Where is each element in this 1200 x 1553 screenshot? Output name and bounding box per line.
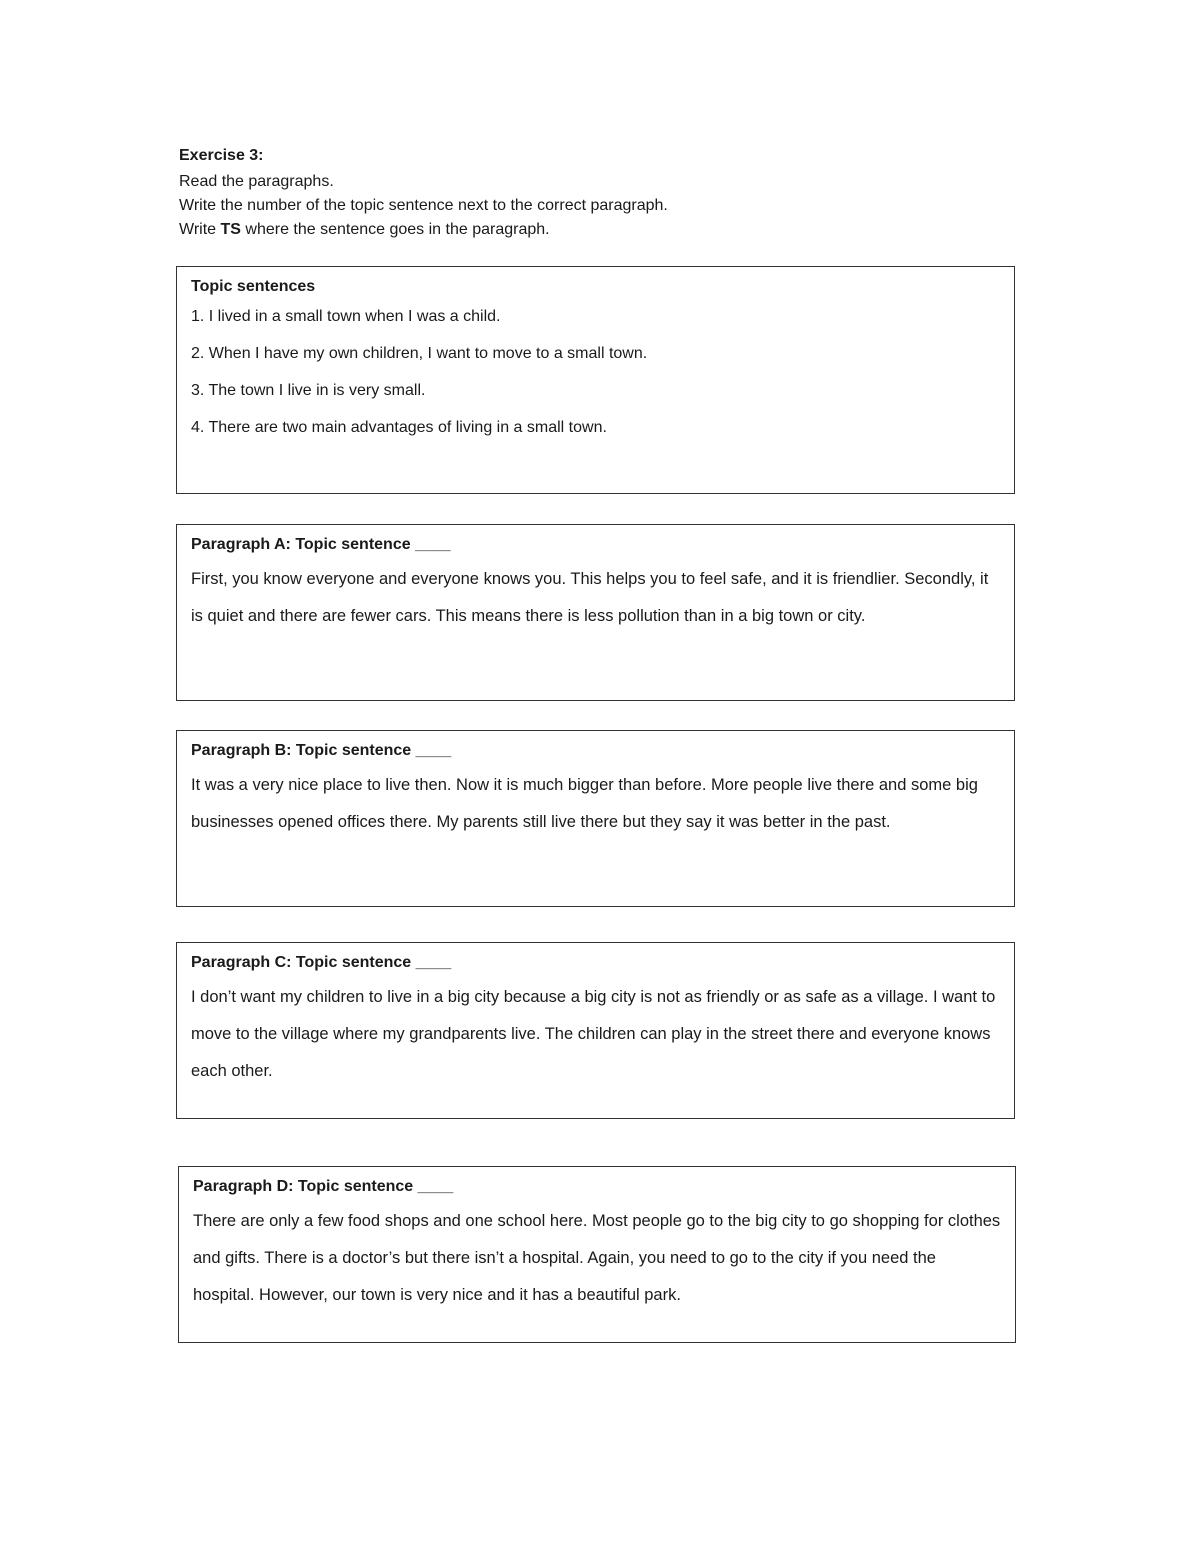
paragraph-a-text: First, you know everyone and everyone knows you. This helps you to feel safe, and it is friendlier. Secondly, it is quiet and there are fewer cars. This means there is less pollution than in a big town or city. <box>191 570 989 625</box>
topic-sentences-box <box>176 266 1015 494</box>
paragraph-c-title: Paragraph C: Topic sentence ____ <box>191 954 452 971</box>
topic-sentence-4: 4. There are two main advantages of living in a small town. <box>191 419 607 436</box>
paragraph-b-text: It was a very nice place to live then. Now it is much bigger than before. More people live there and some big businesses opened offices there. My parents still live there but they say it was better in the past. <box>191 776 978 831</box>
instruction-ts-bold: TS <box>220 221 241 238</box>
topic-sentence-3: 3. The town I live in is very small. <box>191 382 426 399</box>
paragraph-d-box <box>178 1166 1016 1343</box>
instruction-write-ts <box>179 218 1019 242</box>
instruction-read: Read the paragraphs. <box>179 173 334 190</box>
paragraph-a-title: Paragraph A: Topic sentence ____ <box>191 536 451 553</box>
paragraph-b-box <box>176 730 1015 907</box>
paragraph-c-text: I don’t want my children to live in a big city because a big city is not as friendly or as safe as a village. I want to move to the village where my grandparents live. The children can play in the street there and everyone knows each other. <box>191 988 996 1080</box>
topic-sentences-title: Topic sentences <box>191 278 316 295</box>
exercise-title: Exercise 3: <box>179 147 264 164</box>
instruction-ts-prefix: Write <box>179 221 221 238</box>
paragraph-d-text: There are only a few food shops and one school here. Most people go to the big city to go shopping for clothes and gifts. There is a doctor’s but there isn’t a hospital. Again, you need to go to the city if you need the hospital. However, our town is very nice and it has a beautiful park. <box>193 1212 1001 1304</box>
exercise-header <box>179 146 1019 242</box>
paragraph-a-box <box>176 524 1015 701</box>
instruction-ts-suffix: where the sentence goes in the paragraph. <box>240 221 550 238</box>
paragraph-b-title: Paragraph B: Topic sentence ____ <box>191 742 452 759</box>
topic-sentence-2: 2. When I have my own children, I want to move to a small town. <box>191 345 648 362</box>
paragraph-d-title: Paragraph D: Topic sentence ____ <box>193 1178 454 1195</box>
instruction-write-number: Write the number of the topic sentence next to the correct paragraph. <box>179 197 668 214</box>
topic-sentence-1: 1. I lived in a small town when I was a child. <box>191 308 501 325</box>
paragraph-c-box <box>176 942 1015 1119</box>
